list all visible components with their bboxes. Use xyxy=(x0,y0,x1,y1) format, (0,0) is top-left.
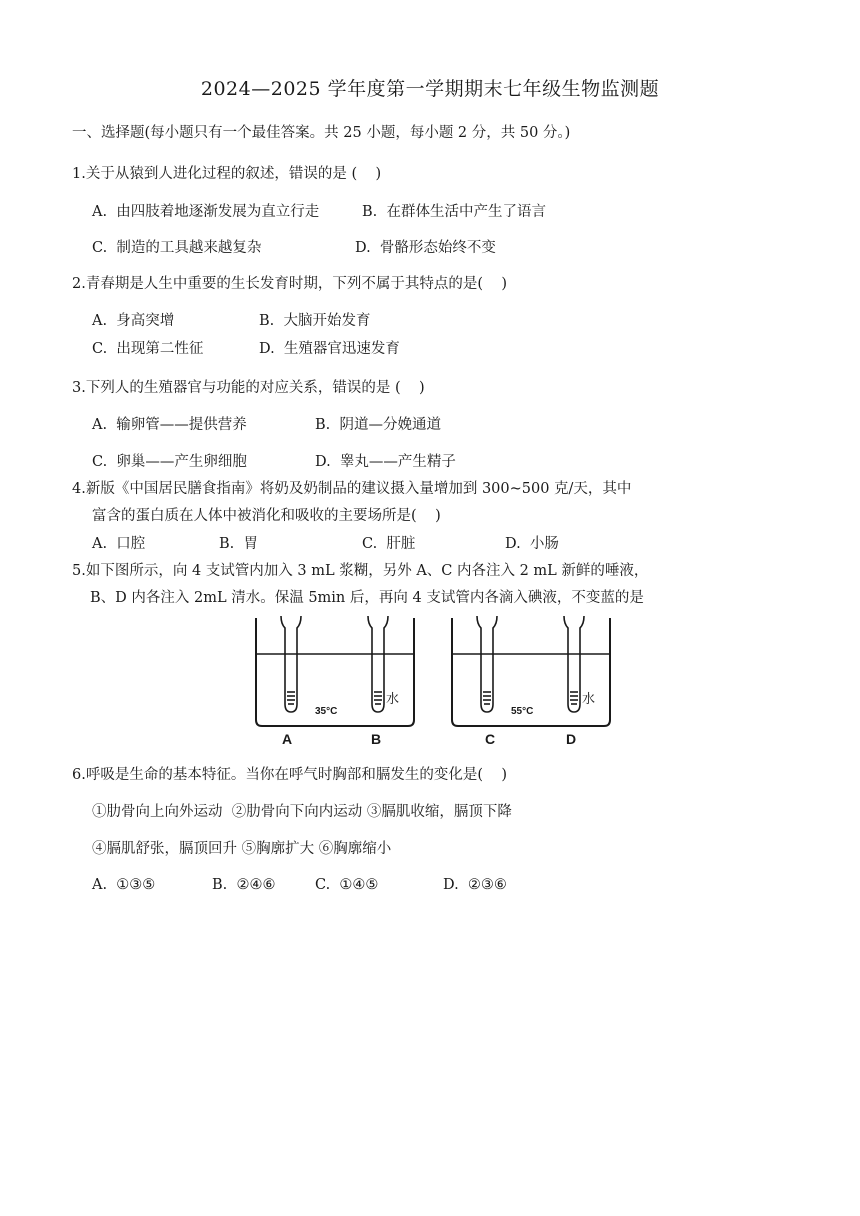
question-5-stem-line-2: B、D 内各注入 2mL 清水。保温 5min 后，再向 4 支试管内各滴入碘液，不变蓝的是 xyxy=(90,590,644,606)
tube-b-water-label: 水 xyxy=(386,691,400,706)
question-4-stem-line-1: 4.新版《中国居民膳食指南》将奶及奶制品的建议摄入量增加到 300~500 克/天，其中 xyxy=(72,481,632,497)
question-3-option-b: B. 阴道—分娩通道 xyxy=(315,417,441,433)
question-4-option-c: C. 肝脏 xyxy=(362,536,416,552)
test-tube-a xyxy=(281,616,301,712)
test-tube-experiment-figure xyxy=(248,616,618,748)
test-tube-b xyxy=(368,616,388,712)
question-2-option-c: C. 出现第二性征 xyxy=(92,341,204,357)
question-3-option-d: D. 睾丸——产生精子 xyxy=(315,454,456,470)
question-3-option-a: A. 输卵管——提供营养 xyxy=(92,417,247,433)
page-title: 2024—2025 学年度第一学期期末七年级生物监测题 xyxy=(200,78,660,100)
question-6-option-d: D. ②③⑥ xyxy=(443,877,507,893)
question-6-statements-line-1: ①肋骨向上向外运动 ②肋骨向下向内运动 ③膈肌收缩，膈顶下降 xyxy=(92,804,512,820)
question-6-stem: 6.呼吸是生命的基本特征。当你在呼气时胸部和膈发生的变化是( ) xyxy=(72,767,508,783)
question-6-option-b: B. ②④⑥ xyxy=(212,877,276,893)
question-5-stem-line-1: 5.如下图所示，向 4 支试管内加入 3 mL 浆糊，另外 A、C 内各注入 2 mL 新鲜的唾液， xyxy=(72,563,649,579)
question-4-option-d: D. 小肠 xyxy=(505,536,559,552)
question-1-option-a: A. 由四肢着地逐渐发展为直立行走 xyxy=(92,204,320,220)
question-2-option-a: A. 身高突增 xyxy=(92,313,175,329)
question-6-option-c: C. ①④⑤ xyxy=(315,877,379,893)
tube-label-c: C xyxy=(485,731,496,747)
question-6-option-a: A. ①③⑤ xyxy=(92,877,156,893)
question-1-option-b: B. 在群体生活中产生了语言 xyxy=(362,204,546,220)
question-2-stem: 2.青春期是人生中重要的生长发育时期，下列不属于其特点的是( ) xyxy=(72,276,508,292)
question-4-option-a: A. 口腔 xyxy=(92,536,146,552)
test-tube-d xyxy=(564,616,584,712)
tube-label-d: D xyxy=(566,731,577,747)
question-1-stem: 1.关于从猿到人进化过程的叙述，错误的是 ( ) xyxy=(72,166,382,182)
test-tube-c xyxy=(477,616,497,712)
question-1-option-d: D. 骨骼形态始终不变 xyxy=(355,240,496,256)
tube-label-b: B xyxy=(371,731,382,747)
right-bath-temperature: 55°C xyxy=(511,706,534,717)
question-4-option-b: B. 胃 xyxy=(219,536,258,552)
section-heading: 一、选择题(每小题只有一个最佳答案。共 25 小题，每小题 2 分，共 50 分。) xyxy=(72,125,571,141)
question-3-stem: 3.下列人的生殖器官与功能的对应关系，错误的是 ( ) xyxy=(72,380,425,396)
tube-d-water-label: 水 xyxy=(582,691,596,706)
question-3-option-c: C. 卵巢——产生卵细胞 xyxy=(92,454,247,470)
tube-label-a: A xyxy=(282,731,293,747)
question-2-option-b: B. 大脑开始发育 xyxy=(259,313,371,329)
question-2-option-d: D. 生殖器官迅速发育 xyxy=(259,341,400,357)
question-4-stem-line-2: 富含的蛋白质在人体中被消化和吸收的主要场所是( ) xyxy=(92,508,441,524)
question-6-statements-line-2: ④膈肌舒张，膈顶回升 ⑤胸廓扩大 ⑥胸廓缩小 xyxy=(92,841,392,857)
left-bath-temperature: 35°C xyxy=(315,706,338,717)
question-1-option-c: C. 制造的工具越来越复杂 xyxy=(92,240,262,256)
